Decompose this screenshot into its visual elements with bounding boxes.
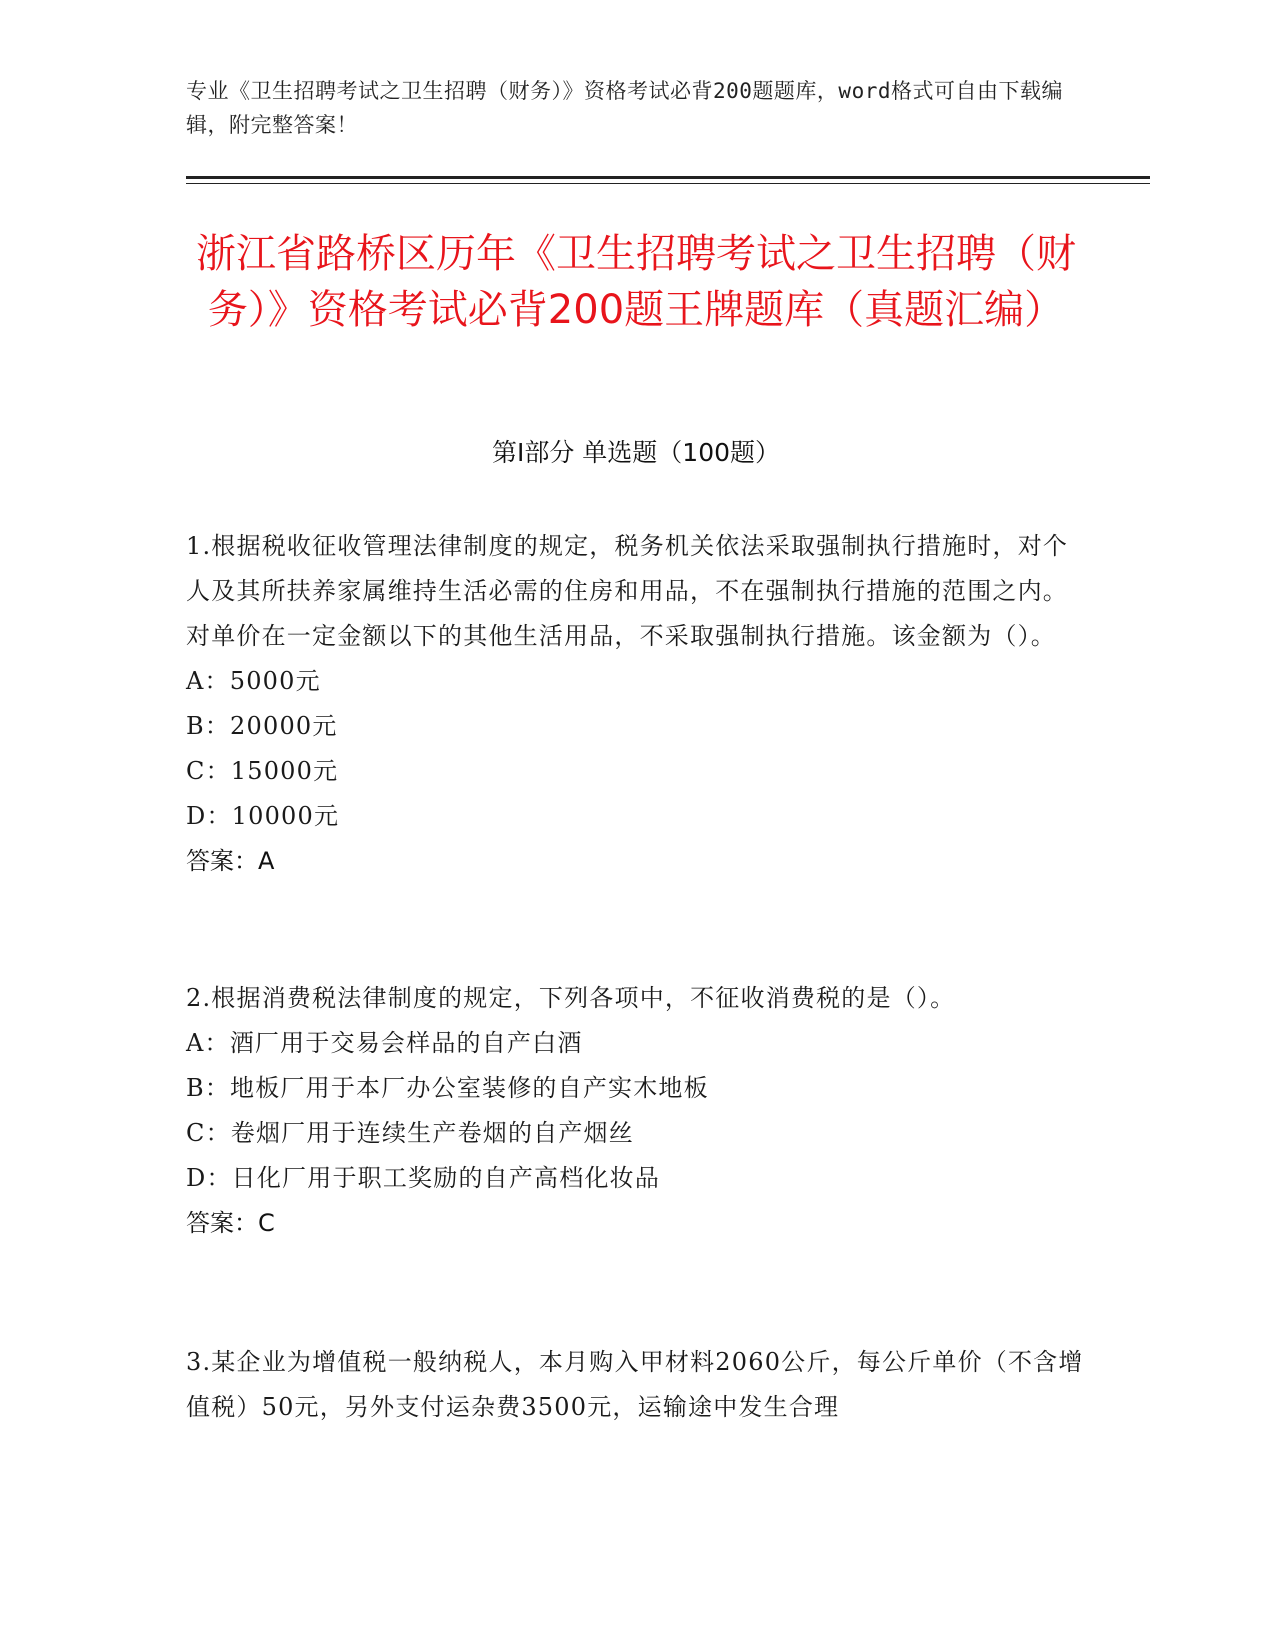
question-stem: 1.根据税收征收管理法律制度的规定，税务机关依法采取强制执行措施时，对个人及其所扶养家属维持生活必需的住房和用品，不在强制执行措施的范围之内。对单价在一定金额以下的其他生活用品，不采取强制执行措施。该金额为（）。 [186,532,1069,650]
answer-value: C [258,1209,275,1237]
option-c: C：15000元 [186,757,339,785]
document-title: 浙江省路桥区历年《卫生招聘考试之卫生招聘（财务）》资格考试必背200题王牌题库（真题汇编） [196,231,1076,333]
question-1 [186,524,1086,884]
option-b: B：20000元 [186,712,338,740]
answer-label: 答案： [186,1209,258,1237]
header-rule-thick [186,176,1150,179]
question-2 [186,976,1086,1246]
question-stem: 2.根据消费税法律制度的规定，下列各项中，不征收消费税的是（）。 [186,984,956,1012]
answer-line [186,839,1086,884]
answer-line [186,1201,1086,1246]
option-c: C：卷烟厂用于连续生产卷烟的自产烟丝 [186,1119,634,1147]
question-stem: 3.某企业为增值税一般纳税人，本月购入甲材料2060公斤，每公斤单价（不含增值税）50元，另外支付运杂费3500元，运输途中发生合理 [186,1348,1084,1421]
option-d: D：10000元 [186,802,340,830]
answer-value: A [258,847,275,875]
section-heading: 第I部分 单选题（100题） [491,438,781,467]
option-d: D：日化厂用于职工奖励的自产高档化妆品 [186,1164,661,1192]
header-rule-thin [186,183,1150,184]
question-3 [186,1340,1086,1430]
option-a: A：酒厂用于交易会样品的自产白酒 [186,1029,583,1057]
header-note: 专业《卫生招聘考试之卫生招聘（财务）》资格考试必背200题题库，word格式可自由下载编辑，附完整答案！ [186,79,1063,137]
option-b: B：地板厂用于本厂办公室装修的自产实木地板 [186,1074,709,1102]
option-a: A：5000元 [186,667,321,695]
answer-label: 答案： [186,847,258,875]
